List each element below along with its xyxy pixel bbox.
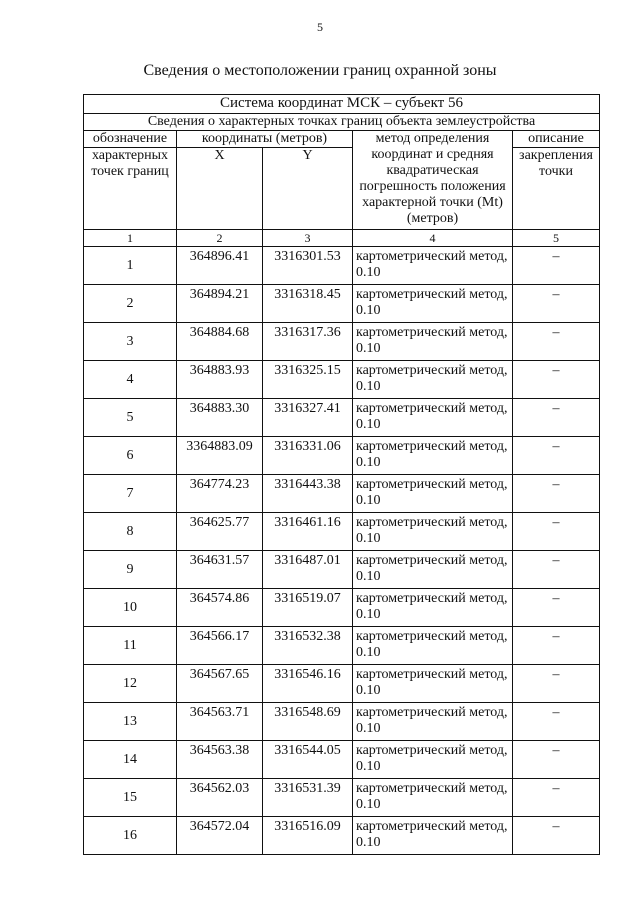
method-cell: картометрический метод, 0.10: [353, 247, 513, 285]
column-number: 5: [513, 230, 600, 247]
header-point-line1: обозначение: [84, 131, 177, 148]
x-coordinate-cell: 364896.41: [177, 247, 263, 285]
y-coordinate-cell: 3316443.38: [263, 475, 353, 513]
point-number-cell: 6: [84, 437, 177, 475]
method-cell: картометрический метод, 0.10: [353, 741, 513, 779]
method-cell: картометрический метод, 0.10: [353, 323, 513, 361]
method-cell: картометрический метод, 0.10: [353, 513, 513, 551]
y-coordinate-cell: 3316317.36: [263, 323, 353, 361]
header-point-rest: характерных точек границ: [84, 148, 177, 230]
fixation-cell: –: [513, 437, 600, 475]
fixation-cell: –: [513, 247, 600, 285]
x-coordinate-cell: 364567.65: [177, 665, 263, 703]
x-coordinate-cell: 364884.68: [177, 323, 263, 361]
x-coordinate-cell: 364563.71: [177, 703, 263, 741]
fixation-cell: –: [513, 703, 600, 741]
y-coordinate-cell: 3316461.16: [263, 513, 353, 551]
method-cell: картометрический метод, 0.10: [353, 399, 513, 437]
method-cell: картометрический метод, 0.10: [353, 285, 513, 323]
fixation-cell: –: [513, 741, 600, 779]
coordinates-table: [83, 94, 600, 855]
method-cell: картометрический метод, 0.10: [353, 665, 513, 703]
header-coordinates: координаты (метров): [177, 131, 353, 148]
y-coordinate-cell: 3316301.53: [263, 247, 353, 285]
header-fix-line1: описание: [513, 131, 600, 148]
table-row: [84, 551, 600, 589]
fixation-cell: –: [513, 627, 600, 665]
x-coordinate-cell: 364562.03: [177, 779, 263, 817]
table-row: [84, 323, 600, 361]
table-row: [84, 437, 600, 475]
fixation-cell: –: [513, 361, 600, 399]
method-cell: картометрический метод, 0.10: [353, 703, 513, 741]
y-coordinate-cell: 3316544.05: [263, 741, 353, 779]
fixation-cell: –: [513, 399, 600, 437]
y-coordinate-cell: 3316516.09: [263, 817, 353, 855]
table-row: [84, 741, 600, 779]
method-cell: картометрический метод, 0.10: [353, 589, 513, 627]
point-number-cell: 10: [84, 589, 177, 627]
x-coordinate-cell: 364566.17: [177, 627, 263, 665]
fixation-cell: –: [513, 589, 600, 627]
page-title: Сведения о местоположении границ охранной зоны: [143, 62, 497, 79]
point-number-cell: 2: [84, 285, 177, 323]
y-coordinate-cell: 3316519.07: [263, 589, 353, 627]
x-coordinate-cell: 364883.30: [177, 399, 263, 437]
header-method: метод определения координат и средняя квадратическая погрешность положения характерной точки (Mt) (метров): [353, 131, 513, 230]
x-coordinate-cell: 364631.57: [177, 551, 263, 589]
column-number: 3: [263, 230, 353, 247]
header-x: X: [177, 148, 263, 230]
x-coordinate-cell: 364883.93: [177, 361, 263, 399]
page-number: 5: [317, 20, 323, 34]
fixation-cell: –: [513, 779, 600, 817]
fixation-cell: –: [513, 285, 600, 323]
method-cell: картометрический метод, 0.10: [353, 551, 513, 589]
y-coordinate-cell: 3316318.45: [263, 285, 353, 323]
fixation-cell: –: [513, 817, 600, 855]
x-coordinate-cell: 364894.21: [177, 285, 263, 323]
y-coordinate-cell: 3316532.38: [263, 627, 353, 665]
column-number: 1: [84, 230, 177, 247]
point-number-cell: 11: [84, 627, 177, 665]
point-number-cell: 14: [84, 741, 177, 779]
x-coordinate-cell: 3364883.09: [177, 437, 263, 475]
table-row: [84, 361, 600, 399]
method-cell: картометрический метод, 0.10: [353, 779, 513, 817]
point-number-cell: 1: [84, 247, 177, 285]
y-coordinate-cell: 3316331.06: [263, 437, 353, 475]
x-coordinate-cell: 364774.23: [177, 475, 263, 513]
y-coordinate-cell: 3316487.01: [263, 551, 353, 589]
fixation-cell: –: [513, 665, 600, 703]
point-number-cell: 5: [84, 399, 177, 437]
point-number-cell: 12: [84, 665, 177, 703]
x-coordinate-cell: 364572.04: [177, 817, 263, 855]
section-label: Сведения о характерных точках границ объекта землеустройства: [84, 114, 600, 131]
table-row: [84, 513, 600, 551]
point-number-cell: 15: [84, 779, 177, 817]
method-cell: картометрический метод, 0.10: [353, 627, 513, 665]
fixation-cell: –: [513, 475, 600, 513]
header-y: Y: [263, 148, 353, 230]
method-cell: картометрический метод, 0.10: [353, 437, 513, 475]
point-number-cell: 16: [84, 817, 177, 855]
point-number-cell: 4: [84, 361, 177, 399]
method-cell: картометрический метод, 0.10: [353, 475, 513, 513]
fixation-cell: –: [513, 323, 600, 361]
table-row: [84, 665, 600, 703]
coordinate-system-label: Система координат МСК – субъект 56: [84, 95, 600, 114]
table-row: [84, 247, 600, 285]
y-coordinate-cell: 3316327.41: [263, 399, 353, 437]
column-number: 4: [353, 230, 513, 247]
x-coordinate-cell: 364574.86: [177, 589, 263, 627]
point-number-cell: 7: [84, 475, 177, 513]
y-coordinate-cell: 3316325.15: [263, 361, 353, 399]
header-fix-rest: закрепления точки: [513, 148, 600, 230]
table-row: [84, 703, 600, 741]
y-coordinate-cell: 3316546.16: [263, 665, 353, 703]
table-row: [84, 779, 600, 817]
fixation-cell: –: [513, 551, 600, 589]
table-row: [84, 627, 600, 665]
point-number-cell: 13: [84, 703, 177, 741]
x-coordinate-cell: 364563.38: [177, 741, 263, 779]
point-number-cell: 9: [84, 551, 177, 589]
y-coordinate-cell: 3316531.39: [263, 779, 353, 817]
table-row: [84, 399, 600, 437]
table-row: [84, 475, 600, 513]
x-coordinate-cell: 364625.77: [177, 513, 263, 551]
method-cell: картометрический метод, 0.10: [353, 817, 513, 855]
point-number-cell: 3: [84, 323, 177, 361]
column-number: 2: [177, 230, 263, 247]
point-number-cell: 8: [84, 513, 177, 551]
fixation-cell: –: [513, 513, 600, 551]
method-cell: картометрический метод, 0.10: [353, 361, 513, 399]
table-row: [84, 817, 600, 855]
y-coordinate-cell: 3316548.69: [263, 703, 353, 741]
table-row: [84, 285, 600, 323]
table-row: [84, 589, 600, 627]
